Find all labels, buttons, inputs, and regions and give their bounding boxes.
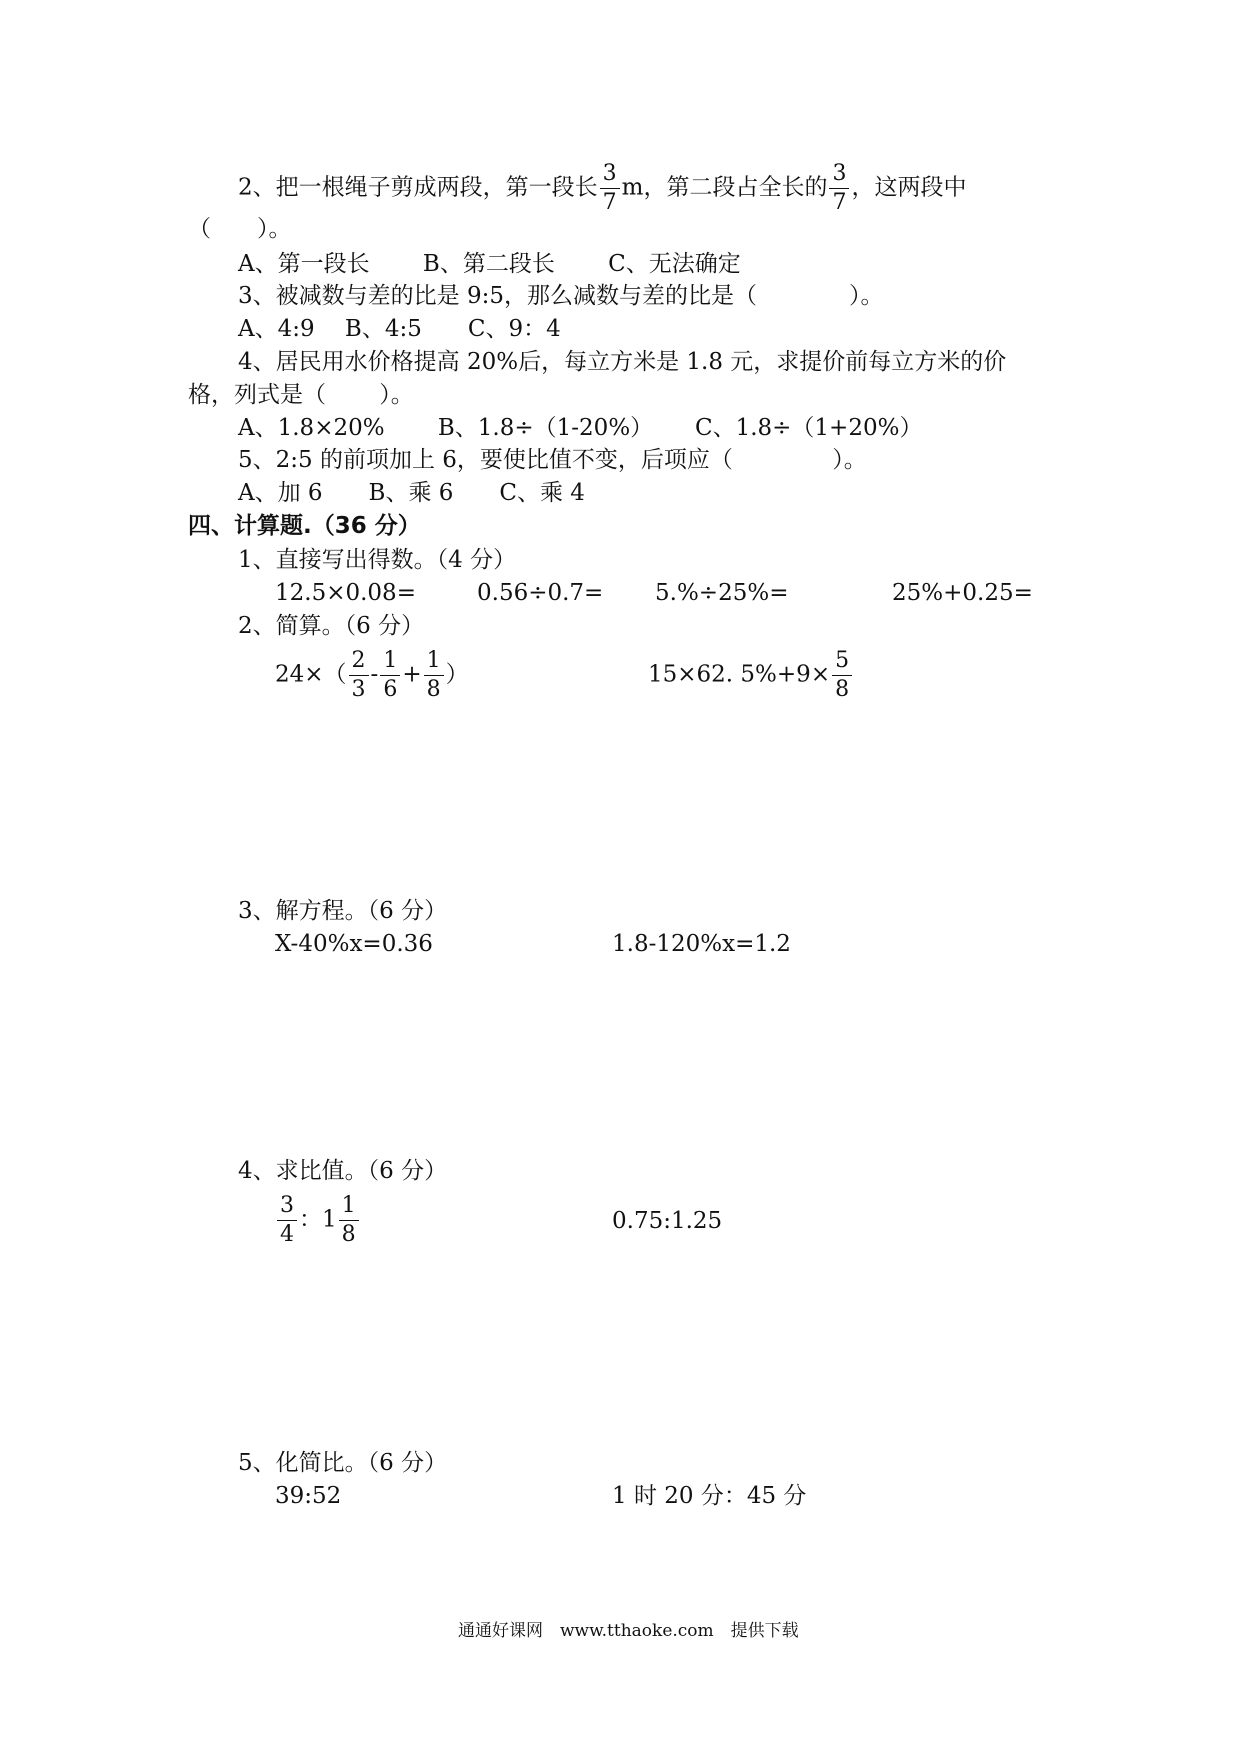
q4-stem-line2: 格，列式是（ ）。 <box>188 382 414 408</box>
frac-num: 1 <box>424 650 444 676</box>
p2-a-op-minus: - <box>370 661 379 688</box>
q5-stem: 5、2:5 的前项加上 6，要使比值不变，后项应（ ）。 <box>238 447 867 473</box>
q4-stem-line1: 4、居民用水价格提高 20%后，每立方米是 1.8 元，求提价前每立方米的价 <box>238 349 1007 375</box>
p4-a-whole: 1 <box>322 1206 337 1233</box>
frac-num: 2 <box>349 650 369 676</box>
p2-title: 2、简算。（6 分） <box>238 613 425 639</box>
p2-expr-b <box>648 650 854 701</box>
p2-a-frac-1 <box>349 650 369 701</box>
p4-title: 4、求比值。（6 分） <box>238 1158 448 1184</box>
p3-equation-b: 1.8-120%x=1.2 <box>612 931 791 957</box>
p2-a-frac-3 <box>424 650 444 701</box>
p5-ratio-b: 1 时 20 分：45 分 <box>612 1483 807 1509</box>
frac-num: 3 <box>277 1195 297 1221</box>
p2-a-frac-2 <box>380 650 400 701</box>
frac-num: 5 <box>832 650 852 676</box>
p3-title: 3、解方程。（6 分） <box>238 898 448 924</box>
frac-num: 1 <box>339 1195 359 1221</box>
frac-den: 7 <box>832 190 847 215</box>
frac-den: 7 <box>602 190 617 215</box>
p2-expr-a <box>275 650 469 701</box>
p4-ratio-a <box>275 1195 361 1246</box>
q4-options: A、1.8×20% B、1.8÷（1-20%） C、1.8÷（1+20%） <box>238 415 923 441</box>
p2-a-op-plus: + <box>402 661 422 688</box>
frac-num: 3 <box>829 163 849 189</box>
p5-ratio-a: 39:52 <box>275 1483 342 1509</box>
frac-den: 8 <box>835 677 850 702</box>
q2-fraction-1 <box>600 163 620 214</box>
p2-b-prefix: 15×62. 5%+9× <box>648 661 831 688</box>
p2-b-frac <box>832 650 852 701</box>
p2-a-suffix: ） <box>445 661 469 688</box>
p2-a-prefix: 24×（ <box>275 661 347 688</box>
q3-options: A、4:9 B、4:5 C、9：4 <box>238 316 561 342</box>
frac-num: 3 <box>600 163 620 189</box>
q2-stem <box>238 163 966 214</box>
q2-options: A、第一段长 B、第二段长 C、无法确定 <box>238 251 741 277</box>
frac-den: 3 <box>351 677 366 702</box>
frac-num: 1 <box>380 650 400 676</box>
q3-stem: 3、被减数与差的比是 9:5，那么减数与差的比是（ ）。 <box>238 283 884 309</box>
q2-suffix: ，这两段中 <box>851 174 967 201</box>
q2-fraction-2 <box>829 163 849 214</box>
p1-item-2: 0.56÷0.7= <box>477 580 604 606</box>
p5-title: 5、化简比。（6 分） <box>238 1450 448 1476</box>
page-footer: 通通好课网 www.tthaoke.com 提供下载 <box>458 1621 799 1641</box>
frac-den: 6 <box>383 677 398 702</box>
p1-title: 1、直接写出得数。（4 分） <box>238 547 517 573</box>
p4-a-colon: ： <box>299 1206 322 1233</box>
p1-item-4: 25%+0.25= <box>892 580 1033 606</box>
p4-ratio-b: 0.75:1.25 <box>612 1208 723 1234</box>
frac-den: 8 <box>426 677 441 702</box>
p4-a-frac <box>277 1195 297 1246</box>
frac-den: 4 <box>280 1222 294 1247</box>
q5-options: A、加 6 B、乘 6 C、乘 4 <box>238 480 585 506</box>
p1-item-3: 5.%÷25%= <box>655 580 789 606</box>
p3-equation-a: X-40%x=0.36 <box>275 931 433 957</box>
section4-title: 四、计算题.（36 分） <box>188 513 421 539</box>
q2-blank: （ ）。 <box>188 216 292 242</box>
frac-den: 8 <box>341 1222 356 1247</box>
q2-unit: m，第二段占全长的 <box>621 174 828 201</box>
p4-a-frac-2 <box>339 1195 359 1246</box>
q2-prefix: 2、把一根绳子剪成两段，第一段长 <box>238 174 598 201</box>
p1-item-1: 12.5×0.08= <box>275 580 416 606</box>
